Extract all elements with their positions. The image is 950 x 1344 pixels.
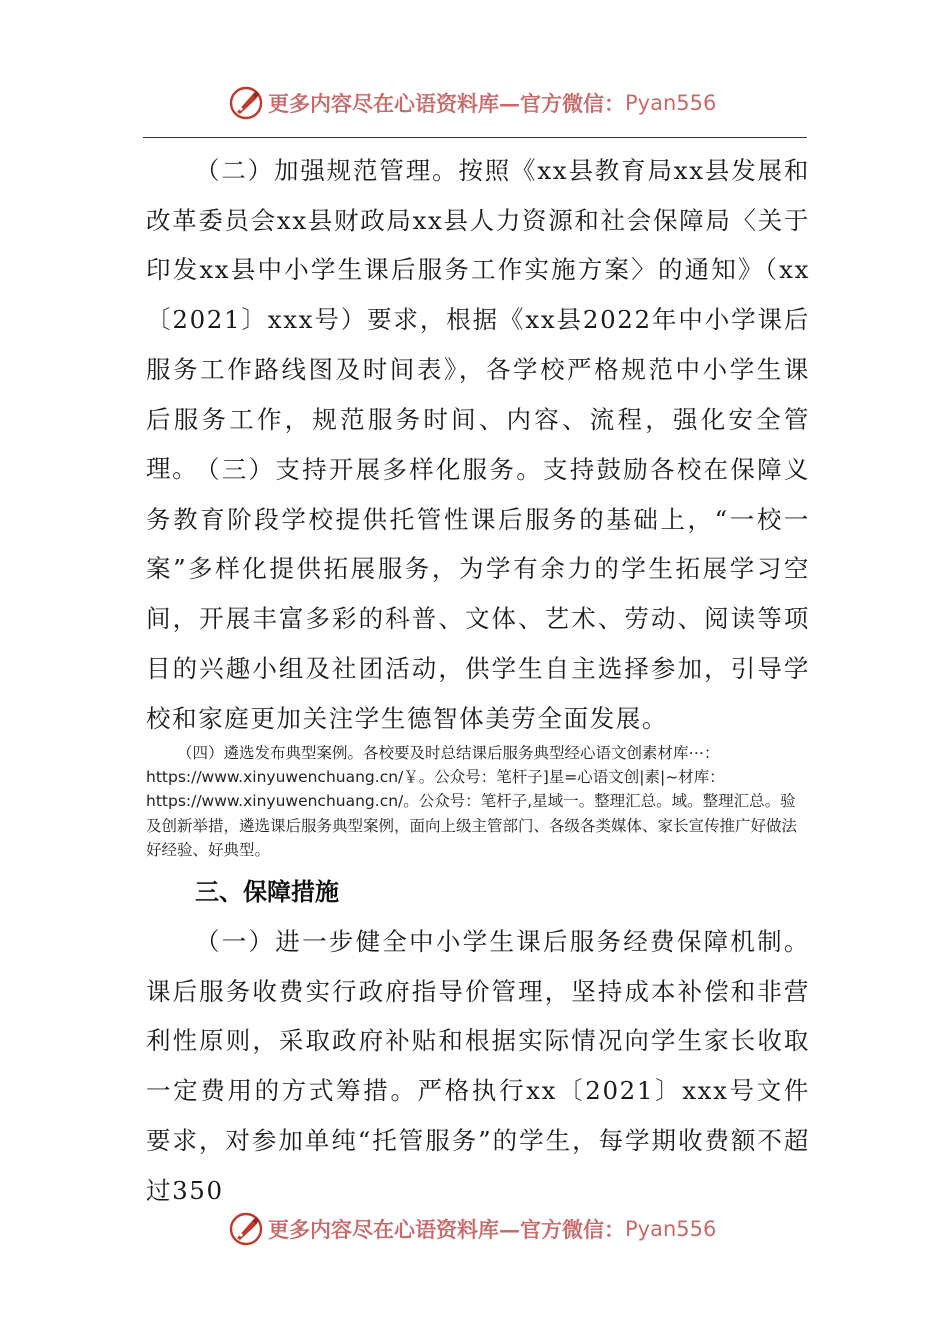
paragraph-typical-cases: （四）遴选发布典型案例。各校要及时总结课后服务典型经心语文创素材库⋯：https://www.xinyuwenchuang.cn/￥。公众号：笔杆子]星=心语文创|素|~材库：https://www.xinyuwenchuang.cn/。公众号：笔杆子,星域一。整理汇总。域。整理汇总。验及创新举措，遴选课后服务典型案例，面向上级主管部门、各级各类媒体、家长宣传推广好做法好经验、好典型。: [146, 744, 798, 859]
banner-contact: Pyan556: [625, 1217, 717, 1241]
header-rule: [143, 137, 807, 138]
banner-text: 更多内容尽在心语资料库—官方微信：: [268, 1217, 625, 1242]
paragraph-management: （二）加强规范管理。按照《xx县教育局xx县发展和改革委员会xx县财政局xx县人力资源和社会保障局〈关于印发xx县中小学生课后服务工作实施方案〉的通知》（xx〔2021〕xxx号）要求，根据《xx县2022年中小学课后服务工作路线图及时间表》，各学校严格规范中小学生课后服务工作，规范服务时间、内容、流程，强化安全管理。: [146, 156, 810, 484]
paragraph-funding: （一）进一步健全中小学生课后服务经费保障机制。课后服务收费实行政府指导价管理，坚持成本补偿和非营利性原则，采取政府补贴和根据实际情况向学生家长收取一定费用的方式筹措。严格执行xx〔2021〕xxx号文件要求，对参加单纯“托管服务”的学生，每学期收费额不超过350: [146, 927, 810, 1205]
header-banner: [228, 83, 716, 123]
banner-text: 更多内容尽在心语资料库—官方微信：: [268, 91, 625, 116]
pen-nib-logo-icon: [228, 1211, 264, 1247]
section-heading: 三、保障措施: [195, 878, 339, 906]
paragraph-diverse-services: （三）支持开展多样化服务。支持鼓励各校在保障义务教育阶段学校提供托管性课后服务的基础上，“一校一案”多样化提供拓展服务，为学有余力的学生拓展学习空间，开展丰富多彩的科普、文体、艺术、劳动、阅读等项目的兴趣小组及社团活动，供学生自主选择参加，引导学校和家庭更加关注学生德智体美劳全面发展。: [146, 455, 810, 733]
banner-contact: Pyan556: [625, 91, 717, 115]
pen-nib-logo-icon: [228, 85, 264, 121]
footer-banner: [228, 1209, 716, 1249]
